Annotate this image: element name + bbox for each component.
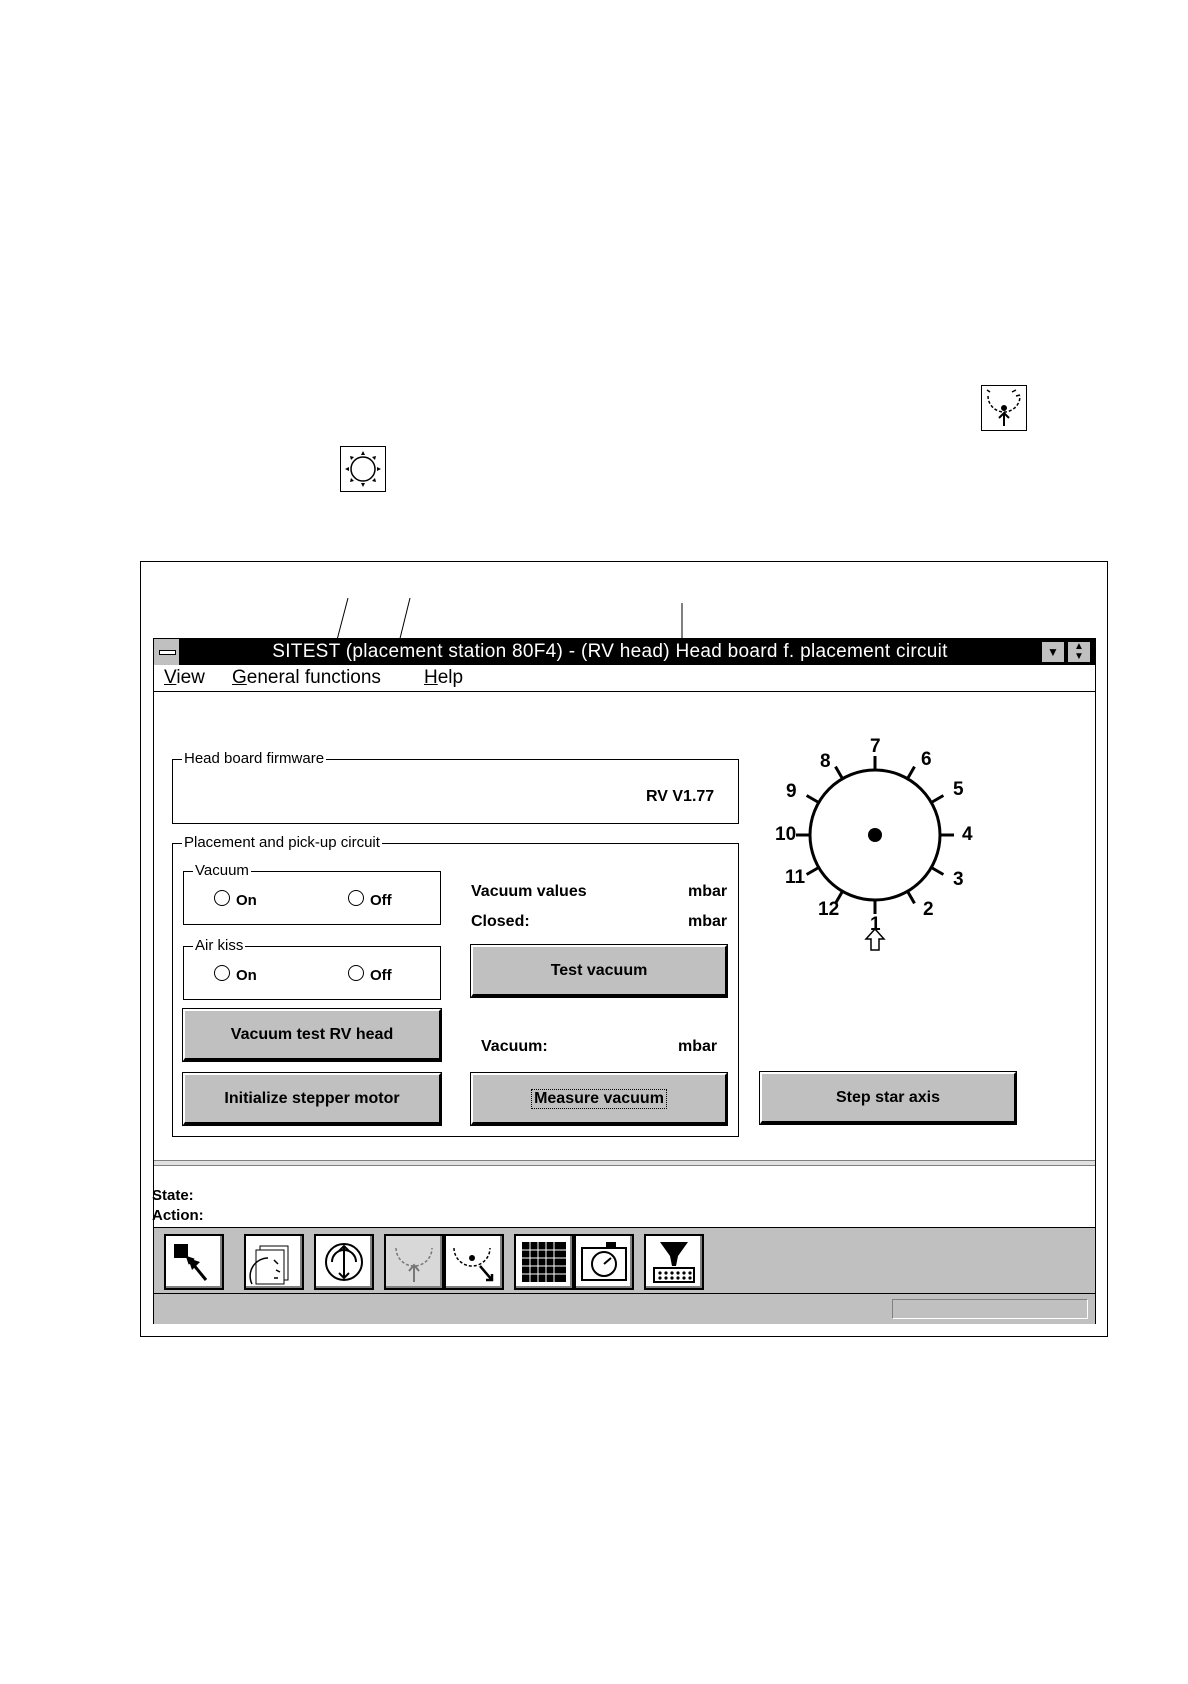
firmware-version: RV V1.77	[646, 788, 715, 805]
dial-number-9: 9	[786, 781, 797, 802]
window-title: SITEST (placement station 80F4) - (RV head) Head board f. placement circuit	[272, 641, 948, 662]
firmware-group	[172, 750, 739, 824]
title-bar	[154, 639, 1095, 665]
air-kiss-off-radio[interactable]	[348, 965, 364, 981]
menu-general-functions[interactable]: General functions	[232, 667, 381, 688]
placement-group	[172, 834, 739, 1137]
dial-number-5: 5	[953, 779, 964, 800]
restore-button[interactable]	[1067, 641, 1091, 663]
stack-feeder-button[interactable]	[244, 1234, 304, 1290]
minimize-icon: ▼	[1047, 645, 1059, 659]
placement-group-label: Placement and pick-up circuit	[184, 834, 380, 851]
system-menu-button[interactable]	[154, 639, 180, 665]
separator-line	[154, 1160, 1095, 1166]
action-label: Action:	[152, 1207, 204, 1224]
dial-number-4: 4	[962, 824, 973, 845]
air-kiss-group-label: Air kiss	[195, 937, 244, 954]
air-kiss-off-label: Off	[370, 967, 392, 984]
restore-icon: ▲ ▼	[1074, 641, 1084, 662]
rotate-axis-icon	[316, 1236, 372, 1288]
toolbar	[154, 1227, 1095, 1293]
status-bar	[154, 1293, 1095, 1324]
air-kiss-on-radio[interactable]	[214, 965, 230, 981]
vacuum-unit: mbar	[678, 1038, 718, 1055]
status-panel	[892, 1299, 1088, 1319]
camera-icon	[576, 1236, 632, 1288]
dial-number-2: 2	[923, 899, 934, 920]
step-star-axis-button[interactable]: Step star axis	[760, 1072, 1016, 1124]
test-vacuum-button[interactable]: Test vacuum	[471, 945, 727, 997]
minimize-button[interactable]	[1041, 641, 1065, 663]
menu-help[interactable]: Help	[424, 667, 464, 688]
pickup-head-button[interactable]	[384, 1234, 444, 1290]
pickup-head-icon	[386, 1236, 442, 1288]
nozzle-icon	[646, 1236, 702, 1288]
select-pointer-button[interactable]	[164, 1234, 224, 1290]
vacuum-values-unit: mbar	[688, 883, 728, 900]
select-pointer-icon	[166, 1236, 222, 1288]
vacuum-on-label: On	[236, 892, 257, 909]
nozzle-button[interactable]	[644, 1234, 704, 1290]
dial-number-11: 11	[785, 867, 806, 888]
closed-label: Closed:	[471, 913, 530, 930]
air-kiss-on-label: On	[236, 967, 257, 984]
vacuum-off-radio[interactable]	[348, 890, 364, 906]
grid-icon	[516, 1236, 572, 1288]
measure-vacuum-button[interactable]	[471, 1073, 727, 1125]
measure-vacuum-label: Measure vacuum	[531, 1089, 667, 1109]
placement-head-button[interactable]	[444, 1234, 504, 1290]
menu-bar	[154, 665, 1095, 692]
firmware-group-label: Head board firmware	[184, 750, 325, 767]
vacuum-values-label: Vacuum values	[471, 883, 587, 900]
vacuum-group	[183, 862, 441, 925]
menu-view[interactable]: View	[164, 667, 205, 688]
rotate-axis-button[interactable]	[314, 1234, 374, 1290]
app-window	[153, 638, 1096, 1324]
state-label: State:	[152, 1187, 194, 1204]
grid-button[interactable]	[514, 1234, 574, 1290]
air-kiss-group	[183, 937, 441, 1000]
stack-feeder-icon	[246, 1236, 302, 1288]
dial-number-12: 12	[818, 899, 840, 920]
dial-number-7: 7	[870, 736, 881, 757]
placement-head-icon	[446, 1236, 502, 1288]
initialize-stepper-motor-button[interactable]: Initialize stepper motor	[183, 1073, 441, 1125]
vacuum-label: Vacuum:	[481, 1038, 548, 1055]
dial-number-1: 1	[870, 914, 881, 935]
dial-number-10: 10	[775, 824, 797, 845]
dial-number-6: 6	[921, 749, 932, 770]
dial-number-3: 3	[953, 869, 964, 890]
camera-button[interactable]	[574, 1234, 634, 1290]
closed-unit: mbar	[688, 913, 728, 930]
vacuum-off-label: Off	[370, 892, 392, 909]
dial-number-8: 8	[820, 751, 831, 772]
vacuum-group-label: Vacuum	[195, 862, 249, 879]
vacuum-on-radio[interactable]	[214, 890, 230, 906]
vacuum-test-rv-head-button[interactable]: Vacuum test RV head	[183, 1009, 441, 1061]
